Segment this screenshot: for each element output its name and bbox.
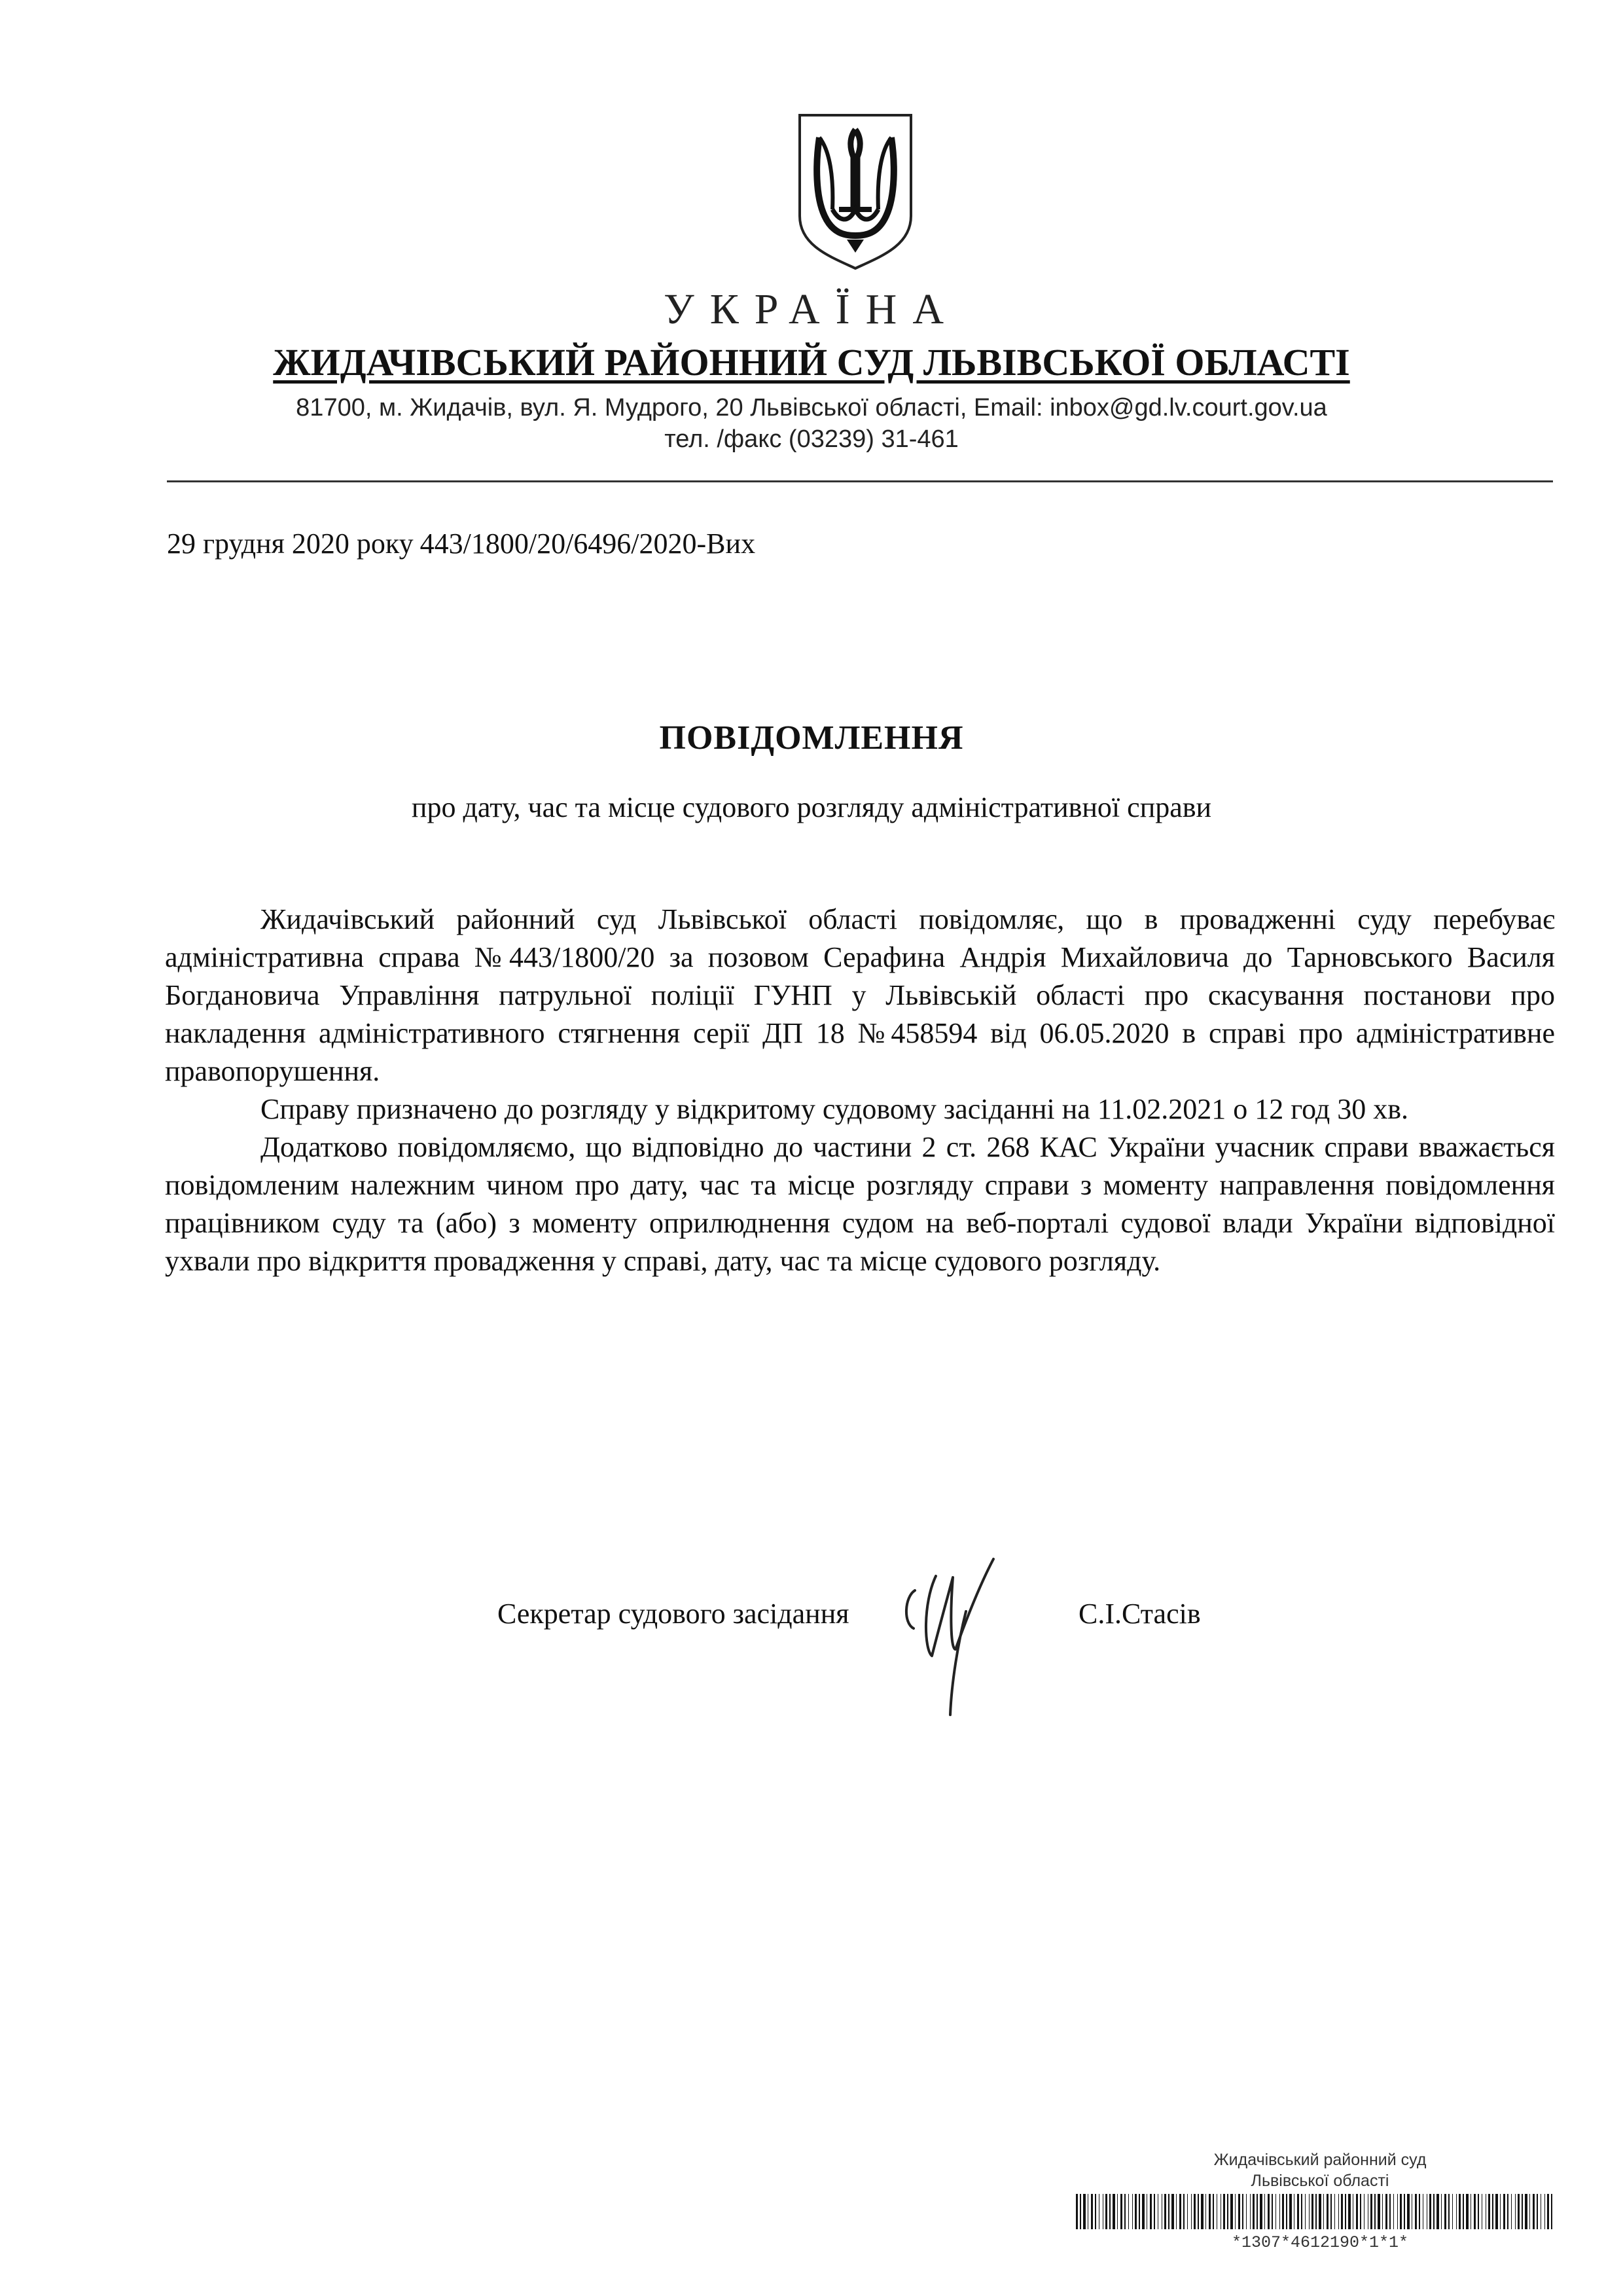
barcode-bar [1253,2194,1255,2229]
barcode-bar [1444,2194,1446,2229]
barcode-bar [1463,2194,1464,2229]
barcode-bar [1124,2194,1126,2229]
barcode-bar [1194,2194,1196,2229]
barcode-bar [1456,2194,1457,2229]
header-divider [167,480,1553,482]
barcode-bar [1187,2194,1188,2229]
barcode-bar [1282,2194,1284,2229]
barcode-bar [1492,2194,1493,2229]
barcode-bar [1275,2194,1276,2229]
barcode-bar [1260,2194,1262,2229]
barcode-bar [1522,2194,1523,2229]
registry-stamp-line2: Львівської області [1251,2172,1389,2190]
coat-of-arms-icon [796,111,915,272]
barcode-bar [1120,2194,1122,2229]
barcode-bar [1525,2194,1527,2229]
barcode-bar [1198,2194,1199,2229]
barcode-bar [1213,2194,1214,2229]
barcode-bar [1323,2194,1324,2229]
barcode-bar [1385,2194,1387,2229]
barcode-bar [1205,2194,1206,2229]
barcode-bar [1348,2194,1351,2229]
outgoing-date: 29 грудня 2020 року [167,528,414,560]
barcode-bar [1117,2194,1118,2229]
barcode-bar [1132,2194,1133,2229]
barcode-bar [1452,2194,1453,2229]
barcode-bar [1309,2194,1310,2229]
barcode-bar [1419,2194,1420,2229]
barcode-bar [1135,2194,1137,2229]
barcode-bar [1105,2194,1107,2229]
barcode-bar [1407,2194,1410,2229]
barcode-bar [1083,2194,1086,2229]
barcode-bar [1286,2194,1287,2229]
barcode-bar [1311,2194,1313,2229]
country-name: УКРАЇНА [664,285,959,333]
signatory-role: Секретар судового засідання [497,1598,849,1630]
barcode-bar [1495,2194,1498,2229]
barcode-bar [1436,2194,1439,2229]
barcode-bar [1109,2194,1111,2229]
barcode-bar [1128,2194,1129,2229]
barcode-bar [1338,2194,1339,2229]
barcode-bar [1551,2194,1552,2229]
barcode-bar [1176,2194,1177,2229]
barcode-bar [1544,2194,1545,2229]
barcode-bar [1139,2194,1140,2229]
barcode-bar [1264,2194,1265,2229]
barcode-bar [1478,2194,1479,2229]
document-subtitle: про дату, час та місце судового розгляду адміністративної справи [411,791,1212,823]
barcode-bar [1441,2194,1442,2229]
court-phone: тел. /факс (03239) 31-461 [664,425,959,453]
barcode-bar [1518,2194,1520,2229]
barcode-bar [1235,2194,1236,2229]
barcode-bar [1242,2194,1243,2229]
barcode-bar [1257,2194,1258,2229]
barcode-bar [1345,2194,1346,2229]
court-name: ЖИДАЧІВСЬКИЙ РАЙОННИЙ СУД ЛЬВІВСЬКОЇ ОБЛАСТІ [273,341,1350,384]
barcode-bar [1301,2194,1302,2229]
barcode-bar [1474,2194,1476,2229]
barcode-bar [1113,2194,1115,2229]
barcode-bar [1397,2194,1398,2229]
barcode-bar [1533,2194,1535,2229]
body-paragraph: Жидачівський районний суд Львівської області повідомляє, що в провадженні суду перебуває адміністративна справа №443/1800/20 за позовом Серафина Андрія Михайловича до Тарновського Василя Богдановича Управління патрульної поліції ГУНП у Львівській області про скасування постанови про накладення адміністративного стягнення серії ДП 18 №458594 від 06.05.2020 в справі про адміністративне правопорушення. [165,903,1555,1087]
barcode-bar [1547,2194,1549,2229]
barcode-bar [1279,2194,1280,2229]
outgoing-reference [167,527,755,560]
barcode-bar [1393,2194,1394,2229]
barcode-bar [1238,2194,1240,2229]
barcode-bar [1230,2194,1233,2229]
barcode-bar [1223,2194,1225,2229]
barcode-bar [1164,2194,1166,2229]
body-paragraph: Додатково повідомляємо, що відповідно до частини 2 ст. 268 КАС України учасник справи вважається повідомленим належним чином про дату, час та місце розгляду справи з моменту направлення повідомлення працівником суду та (або) з моменту оприлюднення судом на веб-порталі судової влади України відповідної ухвали про відкриття провадження у справі, дату, час та місце судового розгляду. [165,1131,1555,1277]
barcode-bar [1268,2194,1270,2229]
barcode-bar [1289,2194,1292,2229]
barcode-bar [1537,2194,1538,2229]
barcode-bar [1503,2194,1505,2229]
barcode-bar [1246,2194,1247,2229]
barcode-bar [1227,2194,1228,2229]
barcode-bar [1201,2194,1204,2229]
barcode-bar [1415,2194,1417,2229]
barcode-bar [1142,2194,1145,2229]
barcode-bar [1319,2194,1321,2229]
body-paragraph: Справу призначено до розгляду у відкритому судовому засіданні на 11.02.2021 о 12 год 30 хв. [260,1093,1409,1125]
document-body [165,901,1555,1280]
barcode-bar [1168,2194,1169,2229]
court-address: 81700, м. Жидачів, вул. Я. Мудрого, 20 Львівської області, Email: inbox@gd.lv.court.gov.ua [296,394,1327,422]
barcode-bar [1378,2194,1380,2229]
barcode-bar [1209,2194,1211,2229]
barcode-bar [1095,2194,1096,2229]
barcode-bar [1272,2194,1273,2229]
barcode-bar [1488,2194,1490,2229]
registry-barcode [1073,2194,1554,2229]
barcode-bar [1334,2194,1335,2229]
document-title: ПОВІДОМЛЕННЯ [659,719,964,757]
barcode-bar [1433,2194,1435,2229]
barcode-bar [1382,2194,1383,2229]
signatory-name: С.І.Стасів [1079,1598,1201,1630]
barcode-bar [1076,2194,1078,2229]
barcode-bar [1183,2194,1185,2229]
barcode-bar [1515,2194,1516,2229]
barcode-bar [1400,2194,1402,2229]
barcode-bar [1297,2194,1299,2229]
barcode-bar [1341,2194,1343,2229]
barcode-bar [1091,2194,1093,2229]
barcode-bar [1305,2194,1306,2229]
barcode-bar [1356,2194,1358,2229]
barcode-bar [1448,2194,1450,2229]
barcode-bar [1370,2194,1372,2229]
barcode-bar [1080,2194,1081,2229]
barcode-bar [1250,2194,1251,2229]
barcode-bar [1171,2194,1174,2229]
barcode-bar [1374,2194,1376,2229]
barcode-bar [1466,2194,1469,2229]
outgoing-number: 443/1800/20/6496/2020-Вих [419,528,756,560]
barcode-bar [1360,2194,1361,2229]
barcode-bar [1154,2194,1155,2229]
barcode-bar [1507,2194,1508,2229]
barcode-bar [1529,2194,1530,2229]
barcode-bar [1389,2194,1391,2229]
barcode-bar [1330,2194,1332,2229]
barcode-bar [1191,2194,1192,2229]
handwritten-signature [890,1551,1008,1721]
registry-stamp-line1: Жидачівський районний суд [1213,2151,1427,2169]
barcode-bar [1150,2194,1152,2229]
barcode-number: *1307*4612190*1*1* [1231,2233,1409,2252]
barcode-bar [1459,2194,1461,2229]
barcode-bar [1429,2194,1431,2229]
barcode-bar [1404,2194,1405,2229]
barcode-bar [1179,2194,1181,2229]
barcode-bar [1315,2194,1317,2229]
barcode-bar [1511,2194,1512,2229]
barcode-bar [1327,2194,1329,2229]
barcode-bar [1500,2194,1501,2229]
